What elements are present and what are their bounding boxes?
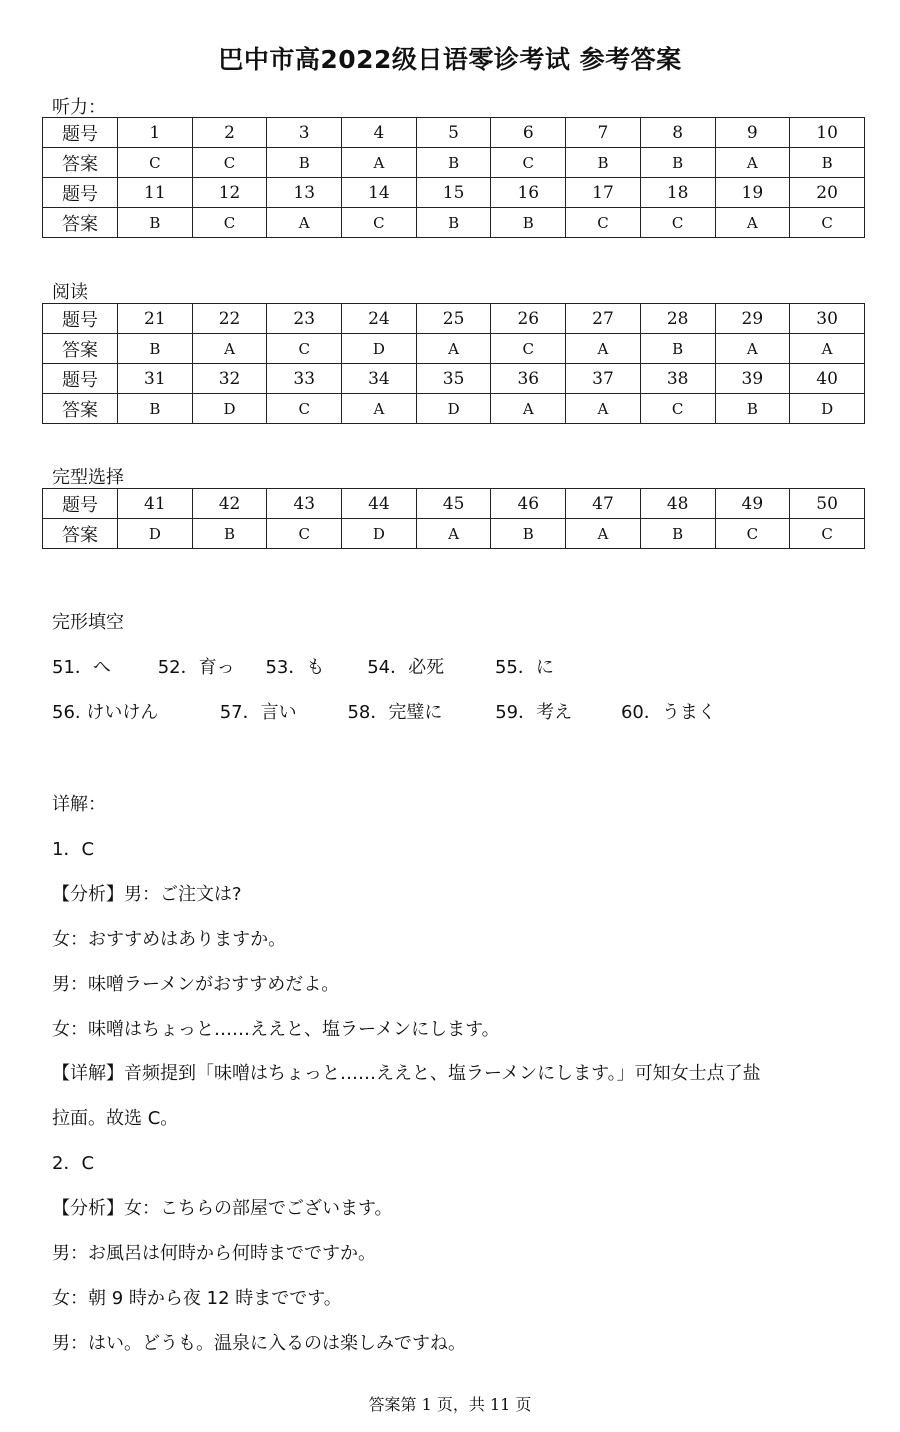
fill-answer-53: 53．も [265, 657, 325, 678]
answer-cell: C [491, 148, 566, 178]
question-number-cell: 21 [118, 304, 193, 334]
answer-cell: A [715, 148, 790, 178]
reading-row [43, 334, 865, 364]
question-number-cell: 6 [491, 118, 566, 148]
answer-cell: D [118, 519, 193, 549]
question-number-cell: 37 [566, 364, 641, 394]
detail-line: 拉面。故选 C。 [52, 1108, 179, 1129]
question-number-cell: 44 [342, 489, 417, 519]
fill-answer-51: 51．へ [52, 657, 111, 678]
answer-cell: A [566, 334, 641, 364]
detail-line: 女：おすすめはありますか。 [52, 929, 287, 950]
answer-cell: C [192, 148, 267, 178]
question-number-header: 题号 [43, 364, 118, 394]
question-number-cell: 7 [566, 118, 641, 148]
answer-cell: B [491, 519, 566, 549]
answer-cell: C [640, 208, 715, 238]
reading-row [43, 394, 865, 424]
listening-answer-table [42, 117, 865, 238]
question-number-cell: 1 [118, 118, 193, 148]
detail-line: 女：朝 9 時から夜 12 時までです。 [52, 1288, 342, 1309]
answer-cell: C [267, 394, 342, 424]
reading-label: 阅读 [52, 282, 88, 303]
answer-header: 答案 [43, 148, 118, 178]
detail-line: 1．C [52, 839, 95, 860]
answer-cell: D [342, 334, 417, 364]
question-number-cell: 20 [790, 178, 865, 208]
question-number-cell: 5 [416, 118, 491, 148]
cloze-choice-row [43, 489, 865, 519]
question-number-cell: 29 [715, 304, 790, 334]
question-number-cell: 10 [790, 118, 865, 148]
question-number-cell: 23 [267, 304, 342, 334]
question-number-cell: 47 [566, 489, 641, 519]
question-number-cell: 50 [790, 489, 865, 519]
detail-line: 男：はい。どうも。温泉に入るのは楽しみですね。 [52, 1333, 466, 1354]
answer-cell: C [715, 519, 790, 549]
detail-line: 【分析】男：ご注文は? [52, 884, 242, 905]
question-number-cell: 27 [566, 304, 641, 334]
answer-cell: C [267, 519, 342, 549]
question-number-cell: 4 [342, 118, 417, 148]
question-number-cell: 42 [192, 489, 267, 519]
answer-cell: A [491, 394, 566, 424]
reading-row [43, 364, 865, 394]
answer-cell: C [267, 334, 342, 364]
answer-cell: C [192, 208, 267, 238]
question-number-header: 题号 [43, 178, 118, 208]
listening-label: 听力： [52, 97, 106, 118]
question-number-cell: 15 [416, 178, 491, 208]
page-footer: 答案第 1 页，共 11 页 [368, 1395, 532, 1414]
detail-line: 男：お風呂は何時から何時までですか。 [52, 1243, 376, 1264]
question-number-cell: 19 [715, 178, 790, 208]
question-number-cell: 14 [342, 178, 417, 208]
question-number-cell: 26 [491, 304, 566, 334]
cloze-fill-row-2 [52, 698, 860, 724]
question-number-cell: 12 [192, 178, 267, 208]
cloze-choice-answer-table [42, 488, 865, 549]
answer-cell: A [416, 519, 491, 549]
detail-line: 女：味噌はちょっと……ええと、塩ラーメンにします。 [52, 1019, 500, 1040]
answer-cell: A [416, 334, 491, 364]
question-number-cell: 25 [416, 304, 491, 334]
answer-cell: B [416, 208, 491, 238]
listening-row [43, 178, 865, 208]
question-number-cell: 13 [267, 178, 342, 208]
detail-line: 【详解】音频提到「味噌はちょっと……ええと、塩ラーメンにします。」可知女士点了盐 [52, 1063, 761, 1084]
fill-answer-55: 55．に [494, 657, 554, 678]
page-title: 巴中市高2022级日语零诊考试 参考答案 [218, 45, 682, 74]
answer-cell: C [491, 334, 566, 364]
answer-cell: D [790, 394, 865, 424]
listening-row [43, 118, 865, 148]
details-label: 详解： [52, 794, 106, 815]
answer-cell: A [566, 394, 641, 424]
question-number-header: 题号 [43, 118, 118, 148]
fill-answer-56: 56. けいけん [52, 702, 159, 723]
fill-answer-57: 57．言い [219, 702, 297, 723]
question-number-cell: 32 [192, 364, 267, 394]
fill-answer-58: 58．完璧に [347, 702, 443, 723]
question-number-cell: 39 [715, 364, 790, 394]
answer-cell: C [790, 519, 865, 549]
question-number-cell: 41 [118, 489, 193, 519]
question-number-header: 题号 [43, 489, 118, 519]
detail-line: 男：味噌ラーメンがおすすめだよ。 [52, 974, 340, 995]
question-number-cell: 9 [715, 118, 790, 148]
answer-cell: A [790, 334, 865, 364]
answer-cell: C [118, 148, 193, 178]
answer-cell: A [715, 208, 790, 238]
fill-answer-54: 54．必死 [367, 657, 445, 678]
answer-cell: B [416, 148, 491, 178]
listening-row [43, 208, 865, 238]
answer-header: 答案 [43, 208, 118, 238]
question-number-cell: 43 [267, 489, 342, 519]
question-number-cell: 17 [566, 178, 641, 208]
answer-cell: D [342, 519, 417, 549]
answer-cell: A [715, 334, 790, 364]
question-number-cell: 2 [192, 118, 267, 148]
listening-row [43, 148, 865, 178]
answer-cell: C [790, 208, 865, 238]
question-number-cell: 28 [640, 304, 715, 334]
detail-line: 【分析】女：こちらの部屋でございます。 [52, 1198, 393, 1219]
question-number-cell: 40 [790, 364, 865, 394]
fill-answer-59: 59．考え [495, 702, 573, 723]
answer-header: 答案 [43, 519, 118, 549]
cloze-choice-label: 完型选择 [52, 467, 124, 488]
detail-line: 2．C [52, 1153, 95, 1174]
answer-cell: D [416, 394, 491, 424]
question-number-cell: 31 [118, 364, 193, 394]
fill-answer-60: 60．うまく [620, 702, 716, 723]
answer-cell: A [566, 519, 641, 549]
reading-row [43, 304, 865, 334]
answer-cell: B [566, 148, 641, 178]
answer-cell: A [267, 208, 342, 238]
question-number-cell: 36 [491, 364, 566, 394]
answer-cell: B [118, 394, 193, 424]
cloze-choice-row [43, 519, 865, 549]
question-number-cell: 18 [640, 178, 715, 208]
question-number-header: 题号 [43, 304, 118, 334]
reading-answer-table [42, 303, 865, 424]
answer-header: 答案 [43, 394, 118, 424]
question-number-cell: 34 [342, 364, 417, 394]
answer-header: 答案 [43, 334, 118, 364]
question-number-cell: 8 [640, 118, 715, 148]
question-number-cell: 24 [342, 304, 417, 334]
answer-cell: A [192, 334, 267, 364]
question-number-cell: 35 [416, 364, 491, 394]
answer-cell: B [640, 148, 715, 178]
question-number-cell: 48 [640, 489, 715, 519]
cloze-fill-label: 完形填空 [52, 612, 124, 633]
answer-cell: B [640, 334, 715, 364]
answer-cell: B [790, 148, 865, 178]
question-number-cell: 22 [192, 304, 267, 334]
question-number-cell: 33 [267, 364, 342, 394]
answer-cell: B [118, 334, 193, 364]
question-number-cell: 3 [267, 118, 342, 148]
question-number-cell: 45 [416, 489, 491, 519]
answer-cell: B [640, 519, 715, 549]
answer-cell: B [118, 208, 193, 238]
question-number-cell: 16 [491, 178, 566, 208]
answer-cell: A [342, 394, 417, 424]
cloze-fill-row-1 [52, 653, 860, 679]
fill-answer-52: 52．育っ [157, 657, 235, 678]
question-number-cell: 38 [640, 364, 715, 394]
question-number-cell: 11 [118, 178, 193, 208]
answer-cell: B [267, 148, 342, 178]
answer-cell: B [192, 519, 267, 549]
answer-cell: C [640, 394, 715, 424]
answer-cell: D [192, 394, 267, 424]
answer-cell: C [342, 208, 417, 238]
answer-cell: A [342, 148, 417, 178]
answer-cell: B [715, 394, 790, 424]
question-number-cell: 46 [491, 489, 566, 519]
answer-cell: B [491, 208, 566, 238]
question-number-cell: 49 [715, 489, 790, 519]
answer-cell: C [566, 208, 641, 238]
question-number-cell: 30 [790, 304, 865, 334]
